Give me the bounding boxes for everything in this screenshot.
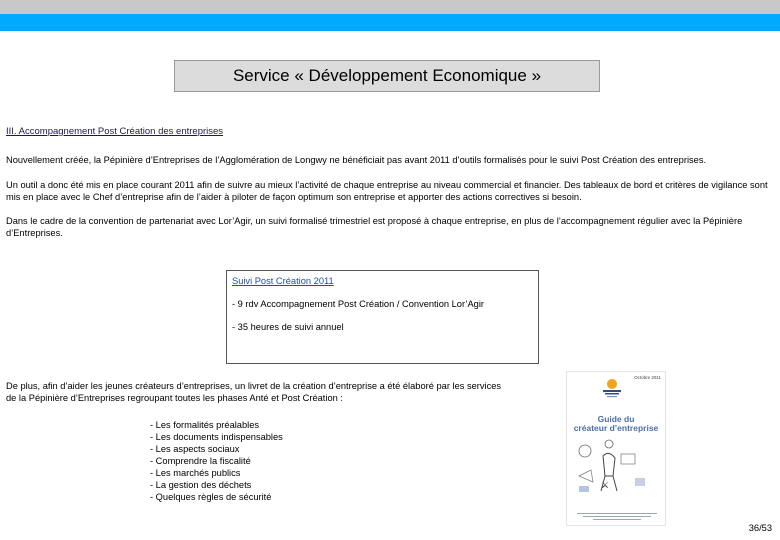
- paragraph-convention: Dans le cadre de la convention de partenariat avec Lor’Agir, un suivi formalisé trimestriel est proposé à chaque entreprise, en plus de l’accompagnement régulier avec la Pépinière d’Entreprises.: [6, 216, 743, 238]
- suivi-summary-box: [226, 270, 539, 364]
- page-number: 36/53: [748, 523, 772, 533]
- paragraph-intro: Nouvellement créée, la Pépinière d’Entreprises de l’Agglomération de Longwy ne bénéficiait pas avant 2011 d’outils formalisés pour le suivi Post Création des entreprises.: [6, 155, 707, 165]
- list-item: - Les marchés publics: [150, 468, 241, 478]
- guide-topics-list: [150, 419, 283, 503]
- list-item: - La gestion des déchets: [150, 480, 252, 490]
- page-title-text: Service « Développement Economique »: [232, 66, 542, 85]
- guide-cover-image: [566, 371, 666, 526]
- header-blue-band: [0, 14, 780, 31]
- guide-cover-title: Guide du créateur d’entreprise: [573, 414, 659, 433]
- guide-cover-illustration: [573, 436, 653, 496]
- list-item: - Comprendre la fiscalité: [150, 456, 251, 466]
- list-item: - Quelques règles de sécurité: [150, 492, 272, 502]
- page-title: [174, 60, 600, 92]
- pepiniere-logo-icon: [601, 377, 623, 399]
- header-gray-band: [0, 0, 780, 14]
- paragraph-guide: De plus, afin d’aider les jeunes créateurs d’entreprises, un livret de la création d’entreprise a été élaboré par les services de la Pépinière d’Entreprises regroupant toutes les phases Anté et Post Création :: [6, 381, 502, 403]
- svg-text:⚔: ⚔: [601, 481, 610, 491]
- guide-cover-date: Octobre 2011: [634, 375, 661, 380]
- list-item: - Les aspects sociaux: [150, 444, 240, 454]
- suivi-box-line: - 9 rdv Accompagnement Post Création / Convention Lor’Agir: [232, 299, 485, 309]
- guide-cover-footer-lines: [573, 512, 661, 522]
- suivi-box-line: - 35 heures de suivi annuel: [232, 322, 344, 332]
- paragraph-tool: Un outil a donc été mis en place courant 2011 afin de suivre au mieux l’activité de chaque entreprise au niveau commercial et financier. Des tableaux de bord et critères de vigilance sont mis en place avec le Chef d’entreprise afin de l’aider à piloter de façon optimum son entreprise et apporter des actions correctives si besoin.: [6, 180, 768, 202]
- section-heading: III. Accompagnement Post Création des entreprises: [6, 126, 224, 137]
- list-item: - Les formalités préalables: [150, 420, 260, 430]
- list-item: - Les documents indispensables: [150, 432, 283, 442]
- suivi-box-title: Suivi Post Création 2011: [232, 276, 334, 286]
